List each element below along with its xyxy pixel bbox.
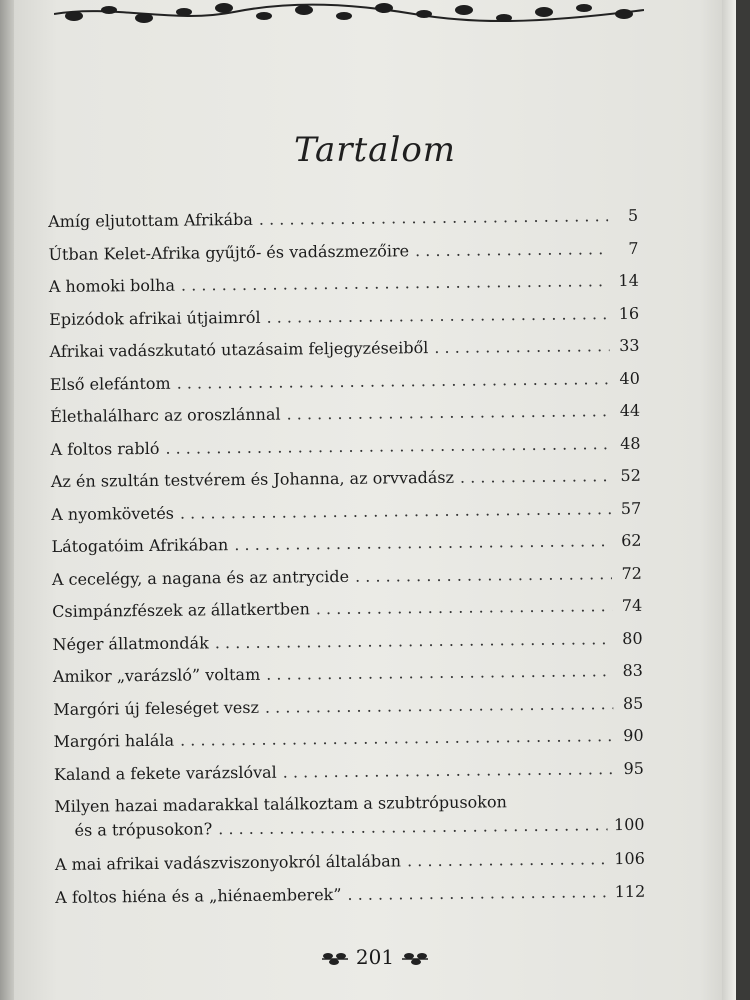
toc-entry-title: Útban Kelet-Afrika gyűjtő- és vadászmezőire — [48, 240, 410, 264]
toc-entry-title: Kaland a fekete varázslóval — [53, 762, 277, 784]
dot-leader — [460, 460, 611, 494]
toc-entry-title: A foltos hiéna és a „hiénaemberek” — [55, 884, 342, 907]
table-of-contents — [48, 200, 645, 914]
dot-leader — [283, 753, 615, 789]
dot-leader — [259, 200, 609, 236]
dot-leader — [355, 558, 612, 593]
dot-leader — [234, 525, 612, 561]
dot-leader — [176, 363, 610, 400]
dot-leader — [181, 265, 609, 302]
dot-leader — [265, 688, 614, 724]
toc-entry-page: 106 — [614, 848, 645, 869]
toc-entry-title: A cecelégy, a nagana és az antrycide — [51, 566, 350, 589]
toc-entry-title: Afrikai vadászkutató utazásaim feljegyzéseiből — [49, 338, 429, 361]
toc-entry-title: Amíg eljutottam Afrikába — [48, 209, 253, 231]
toc-title: Tartalom — [293, 130, 457, 170]
dot-leader — [316, 590, 613, 626]
toc-entry-title: A homoki bolha — [48, 275, 176, 296]
toc-entry-title: Margóri új feleséget vesz — [53, 697, 260, 719]
toc-entry-page: 52 — [620, 465, 641, 486]
toc-entry-page: 57 — [620, 498, 642, 518]
toc-entry — [55, 875, 645, 914]
dot-leader — [180, 493, 612, 530]
toc-entry-page: 85 — [622, 693, 644, 713]
leaf-sprig-icon — [400, 952, 430, 966]
toc-entry-page: 62 — [621, 530, 642, 551]
dot-leader — [286, 395, 610, 431]
toc-entry-title: Az én szultán testvérem és Johanna, az orvvadász — [50, 467, 455, 491]
dot-leader — [266, 655, 613, 691]
toc-entry-page: 14 — [618, 270, 639, 291]
dot-leader — [165, 428, 610, 465]
toc-entry-title: Néger állatmondák — [52, 632, 209, 654]
toc-entry-page: 72 — [621, 563, 642, 583]
toc-entry-page: 48 — [620, 433, 641, 453]
toc-entry-title: Milyen hazai madarakkal találkoztam a szubtrópusokon — [54, 792, 507, 816]
dot-leader — [215, 623, 613, 660]
leaf-sprig-icon — [320, 952, 350, 966]
dot-leader — [415, 233, 609, 268]
toc-entry-title: A nyomkövetés — [51, 503, 175, 524]
toc-entry-title-continued: és a trópusokon? — [74, 819, 213, 840]
dot-leader — [266, 298, 609, 334]
toc-entry-title: Első elefántom — [49, 373, 171, 394]
toc-entry — [54, 785, 645, 849]
dot-leader — [434, 330, 610, 364]
toc-entry-title: Csimpánzfészek az állatkertben — [52, 599, 310, 621]
toc-entry-page: 74 — [621, 595, 643, 616]
page-footer — [0, 945, 750, 969]
toc-entry-page: 7 — [628, 238, 639, 258]
dot-leader — [407, 843, 609, 878]
toc-entry-page: 33 — [619, 335, 640, 356]
toc-entry-page: 16 — [618, 303, 640, 323]
toc-entry-page: 100 — [613, 814, 645, 835]
toc-entry-page: 44 — [619, 400, 641, 421]
dot-leader — [180, 720, 614, 757]
dot-leader — [347, 876, 609, 911]
toc-entry-page: 5 — [627, 205, 639, 225]
toc-entry-page: 90 — [623, 725, 644, 746]
toc-entry-title: Margóri halála — [53, 730, 175, 751]
toc-entry-page: 95 — [623, 758, 645, 778]
toc-entry-title: Élethalálharc az oroszlánnal — [50, 404, 281, 426]
page-number: 201 — [355, 945, 395, 969]
toc-entry-title: Látogatóim Afrikában — [51, 535, 229, 556]
toc-entry-title: Amikor „varázsló” voltam — [52, 664, 261, 686]
toc-entry-title: Epizódok afrikai útjaimról — [49, 307, 261, 329]
toc-entry-page: 80 — [622, 628, 643, 648]
toc-entry-title: A foltos rabló — [50, 438, 160, 459]
toc-entry-page: 112 — [614, 881, 646, 901]
toc-entry-page: 40 — [619, 368, 640, 388]
toc-entry-page: 83 — [622, 660, 643, 681]
dot-leader — [218, 813, 608, 841]
toc-entry-title: A mai afrikai vadászviszonyokról általában — [54, 851, 402, 874]
leaf-vine-ornament-icon — [54, 0, 644, 36]
